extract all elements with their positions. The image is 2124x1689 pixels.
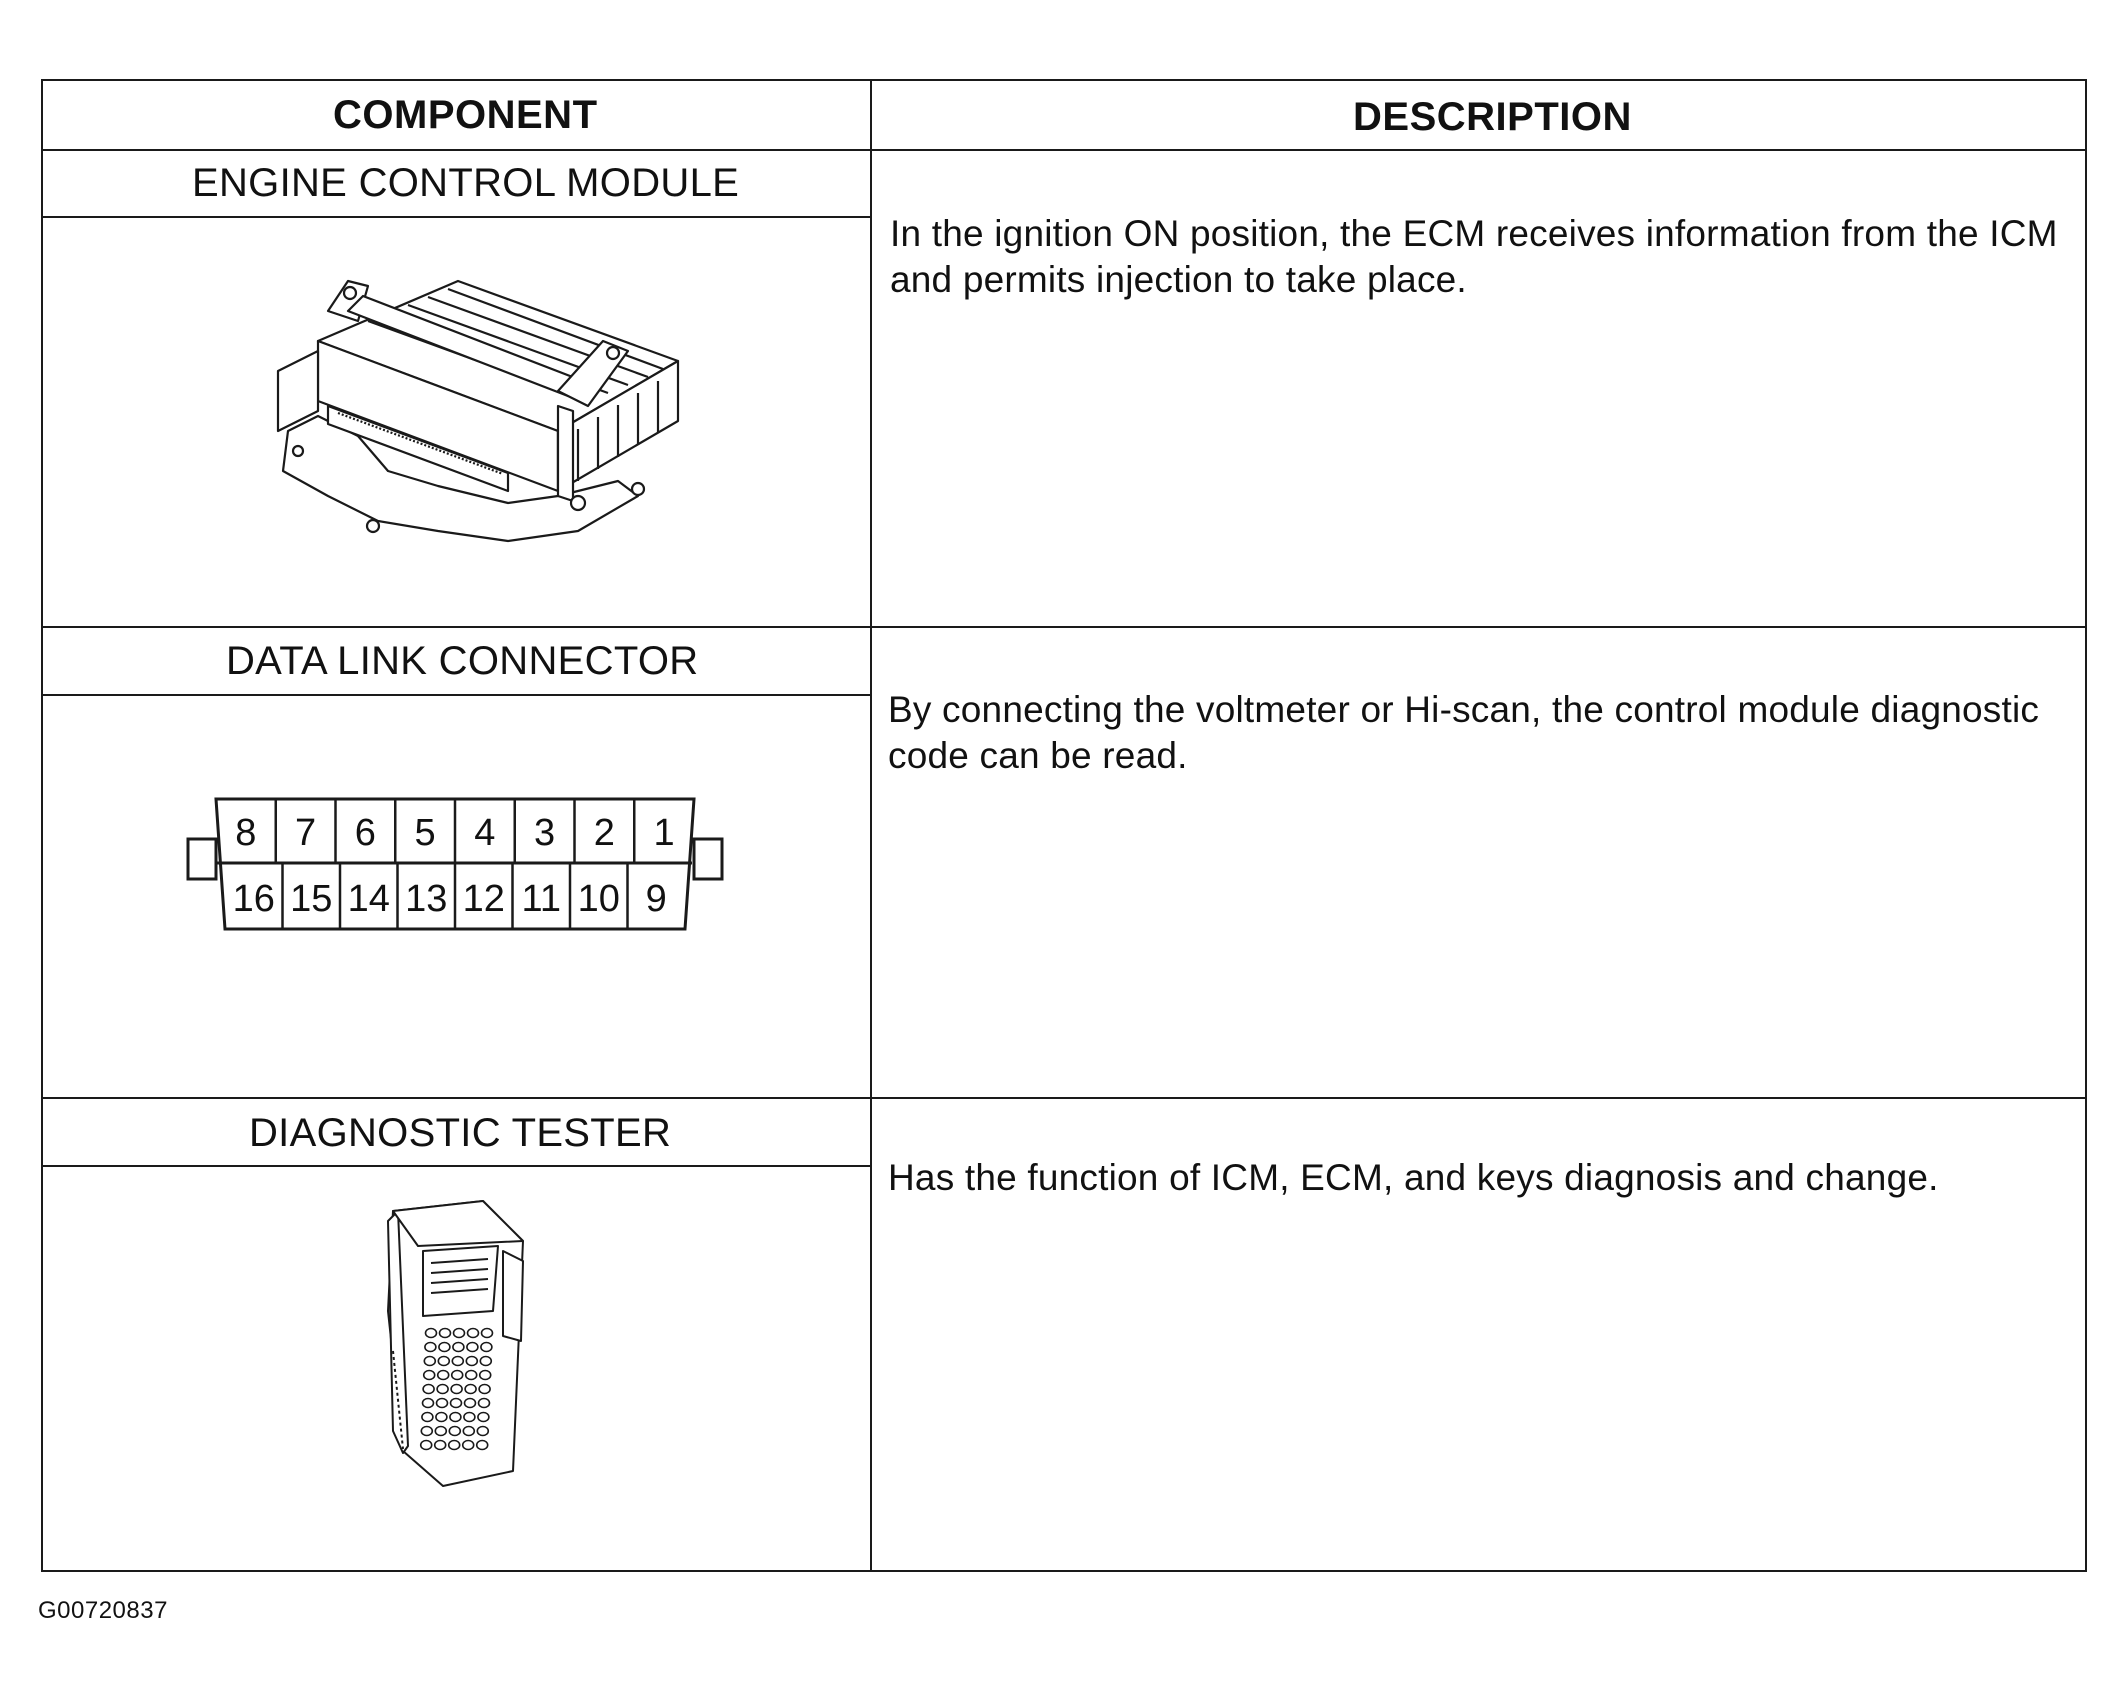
header-divider (43, 149, 2085, 151)
tester-key (454, 1329, 465, 1338)
dlc-pin-label: 2 (593, 812, 615, 854)
tester-key (463, 1441, 474, 1450)
tester-key (479, 1399, 490, 1408)
tester-key (466, 1357, 477, 1366)
tester-key (477, 1427, 488, 1436)
tester-key (424, 1371, 435, 1380)
component-name-dlc: DATA LINK CONNECTOR (226, 639, 699, 683)
row2-divider (43, 1097, 2085, 1099)
dlc-pin-label: 3 (534, 812, 556, 854)
dlc-pin-label: 10 (577, 878, 620, 920)
description-ecm: In the ignition ON position, the ECM receives information from the ICM and permits injection to take place. (890, 213, 2058, 300)
dlc-pin-label: 11 (521, 878, 561, 920)
dlc-pin-label: 8 (235, 812, 257, 854)
description-dlc: By connecting the voltmeter or Hi-scan, the control module diagnostic code can be read. (888, 689, 2040, 776)
tester-key (452, 1357, 463, 1366)
dlc-pin-label: 12 (462, 878, 505, 920)
ecm-illustration (258, 241, 698, 561)
tester-key (449, 1441, 460, 1450)
dlc-pin-label: 5 (414, 812, 436, 854)
dlc-pin-label: 1 (653, 812, 675, 854)
tester-key (440, 1329, 451, 1338)
row1-divider (43, 626, 2085, 628)
dlc-pin-label: 14 (347, 878, 390, 920)
tester-key (452, 1371, 463, 1380)
tester-key (465, 1385, 476, 1394)
tester-key (451, 1399, 462, 1408)
dlc-pin-label: 7 (295, 812, 317, 854)
tester-key (466, 1371, 477, 1380)
column-divider (870, 81, 872, 1570)
tester-key (437, 1385, 448, 1394)
tester-key (421, 1427, 432, 1436)
tester-key (480, 1371, 491, 1380)
tester-key (425, 1343, 436, 1352)
dlc-pin-label: 4 (474, 812, 496, 854)
tester-key (480, 1357, 491, 1366)
dlc-pinout-illustration (185, 789, 725, 949)
component-name-ecm: ENGINE CONTROL MODULE (192, 161, 740, 205)
tester-key (435, 1427, 446, 1436)
figure-code: G00720837 (38, 1597, 168, 1624)
tester-key (439, 1343, 450, 1352)
header-component: COMPONENT (333, 93, 598, 137)
tester-key (424, 1357, 435, 1366)
dlc-pin-label: 13 (405, 878, 448, 920)
tester-key (478, 1413, 489, 1422)
hi-scan-tester-illustration (363, 1191, 563, 1491)
dlc-pin-label: 15 (290, 878, 333, 920)
tester-key (426, 1329, 437, 1338)
tester-key (468, 1329, 479, 1338)
dlc-right-tab (694, 839, 722, 879)
tester-key (463, 1427, 474, 1436)
tester-key (436, 1413, 447, 1422)
tester-key (482, 1329, 493, 1338)
tester-key (479, 1385, 490, 1394)
tester-key (465, 1399, 476, 1408)
tester-key (477, 1441, 488, 1450)
component-name-tester: DIAGNOSTIC TESTER (249, 1111, 672, 1155)
tester-key (438, 1357, 449, 1366)
tester-key (449, 1427, 460, 1436)
tester-key (450, 1413, 461, 1422)
dlc-pin-label: 6 (354, 812, 376, 854)
dlc-pin-label: 16 (232, 878, 275, 920)
description-tester: Has the function of ICM, ECM, and keys diagnosis and change. (888, 1157, 1939, 1198)
component-table (41, 79, 2087, 1572)
tester-key (464, 1413, 475, 1422)
row3-name-divider (43, 1165, 870, 1167)
dlc-pin-label: 9 (645, 878, 667, 920)
tester-key (423, 1399, 434, 1408)
tester-key (437, 1399, 448, 1408)
header-description: DESCRIPTION (1353, 95, 1632, 139)
tester-key (481, 1343, 492, 1352)
tester-key (438, 1371, 449, 1380)
tester-key (451, 1385, 462, 1394)
tester-key (467, 1343, 478, 1352)
dlc-left-tab (188, 839, 216, 879)
row1-name-divider (43, 216, 870, 218)
tester-key (435, 1441, 446, 1450)
tester-key (421, 1441, 432, 1450)
tester-key (453, 1343, 464, 1352)
row2-name-divider (43, 694, 870, 696)
tester-key (423, 1385, 434, 1394)
tester-key (422, 1413, 433, 1422)
